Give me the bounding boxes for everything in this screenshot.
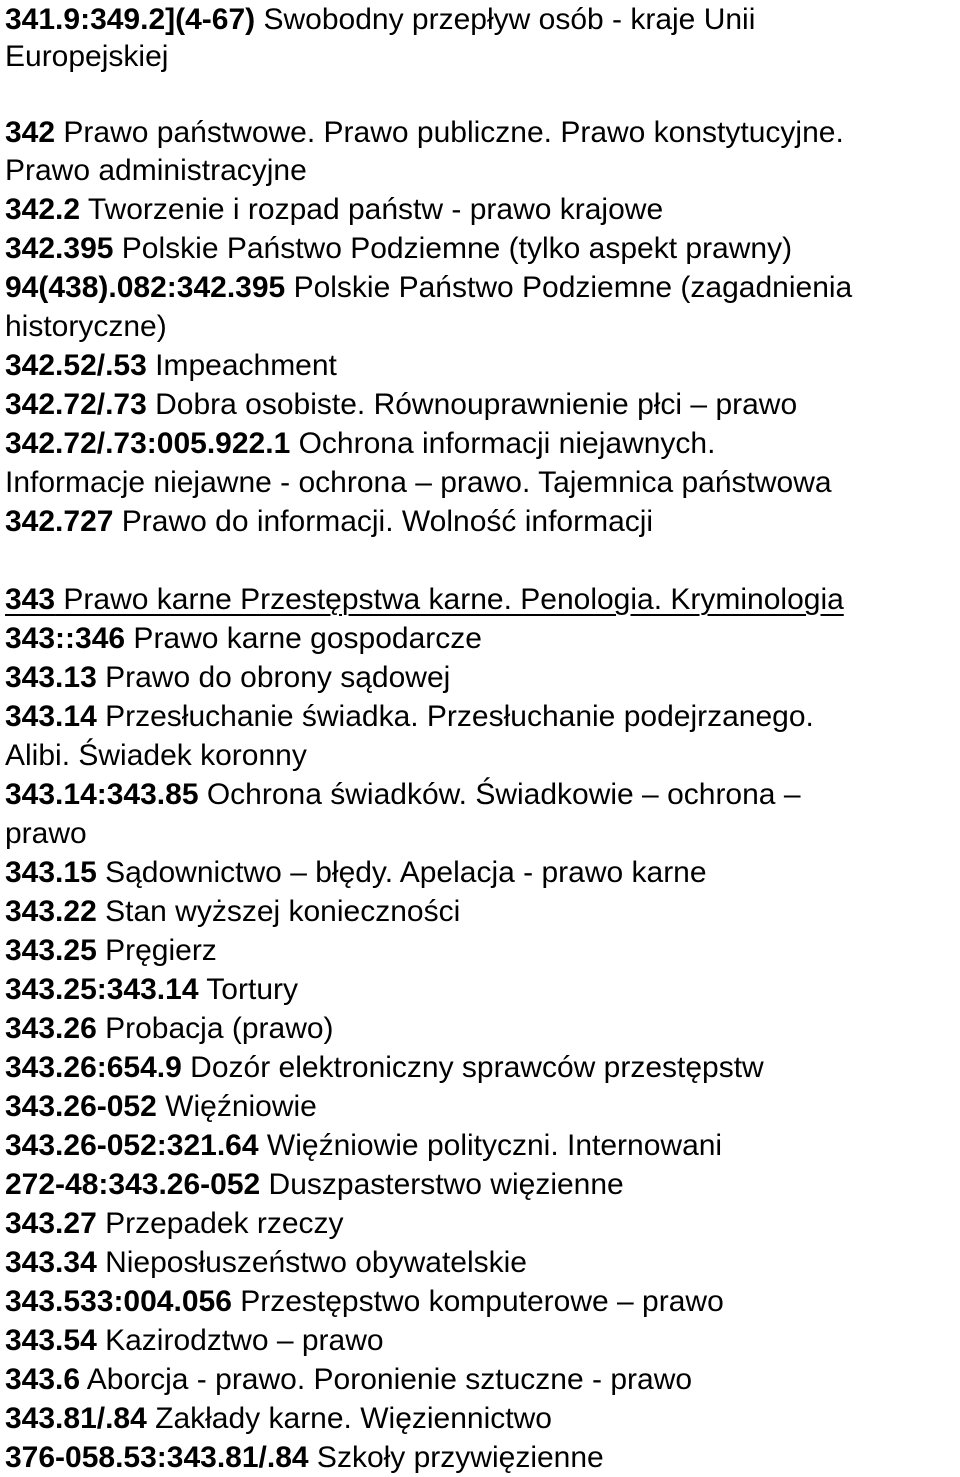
entry-line bbox=[5, 736, 307, 775]
entry-text: Kazirodztwo – prawo bbox=[96, 1324, 384, 1357]
entry-code: 343.25 bbox=[5, 934, 97, 967]
entry-line bbox=[5, 0, 755, 39]
entry-code: 94(438).082:342.395 bbox=[5, 271, 286, 304]
entry-code: 343.26-052 bbox=[5, 1090, 157, 1123]
entry-text: Europejskiej bbox=[5, 40, 169, 73]
entry-code: 342.72/.73 bbox=[5, 388, 147, 421]
entry-code: 343.533:004.056 bbox=[5, 1285, 232, 1318]
entry-code: 342.727 bbox=[5, 505, 114, 538]
entry-line bbox=[5, 1048, 764, 1087]
entry-text: Informacje niejawne - ochrona – prawo. Tajemnica państwowa bbox=[5, 466, 832, 499]
entry-code: 343.14 bbox=[5, 700, 97, 733]
entry-code: 343.15 bbox=[5, 856, 97, 889]
entry-text: Sądownictwo – błędy. Apelacja - prawo karne bbox=[96, 856, 707, 889]
entry-code: 343.26:654.9 bbox=[5, 1051, 182, 1084]
entry-text: Pręgierz bbox=[96, 934, 217, 967]
entry-text: Polskie Państwo Podziemne (tylko aspekt prawny) bbox=[113, 232, 793, 265]
entry-code: 343.26-052:321.64 bbox=[5, 1129, 259, 1162]
entry-text: Dobra osobiste. Równouprawnienie płci – prawo bbox=[146, 388, 798, 421]
entry-code: 343 bbox=[5, 583, 56, 616]
entry-text: Prawo do informacji. Wolność informacji bbox=[113, 505, 654, 538]
entry-line bbox=[5, 814, 87, 853]
entry-text: Duszpasterstwo więzienne bbox=[260, 1168, 624, 1201]
entry-line bbox=[5, 1243, 527, 1282]
entry-text: Przepadek rzeczy bbox=[96, 1207, 344, 1240]
entry-code: 343::346 bbox=[5, 622, 126, 655]
entry-text: Alibi. Świadek koronny bbox=[5, 739, 307, 772]
entry-line bbox=[5, 1399, 552, 1438]
entry-text: Stan wyższej konieczności bbox=[96, 895, 461, 928]
entry-text: Aborcja - prawo. Poronienie sztuczne - prawo bbox=[80, 1363, 693, 1396]
entry-code: 342.395 bbox=[5, 232, 114, 265]
entry-line bbox=[5, 892, 460, 931]
entry-text: historyczne) bbox=[5, 310, 167, 343]
entry-text: Przestępstwo komputerowe – prawo bbox=[231, 1285, 724, 1318]
entry-text: Impeachment bbox=[146, 349, 337, 382]
entry-text: Prawo administracyjne bbox=[5, 154, 307, 187]
entry-text: Tworzenie i rozpad państw - prawo krajowe bbox=[80, 193, 664, 226]
entry-text: Prawo karne Przestępstwa karne. Penologia. Kryminologia bbox=[55, 583, 844, 616]
entry-text: prawo bbox=[5, 817, 87, 850]
entry-text: Prawo do obrony sądowej bbox=[96, 661, 451, 694]
entry-code: 341.9:349.2](4-67) bbox=[5, 3, 256, 36]
entry-text: Ochrona świadków. Świadkowie – ochrona – bbox=[198, 778, 801, 811]
entry-line bbox=[5, 1204, 344, 1243]
entry-code: 376-058.53:343.81/.84 bbox=[5, 1441, 309, 1474]
entry-code: 342.72/.73:005.922.1 bbox=[5, 427, 291, 460]
entry-line bbox=[5, 268, 852, 307]
entry-code: 343.6 bbox=[5, 1363, 81, 1396]
entry-code: 343.22 bbox=[5, 895, 97, 928]
entry-line bbox=[5, 385, 797, 424]
entry-text: Szkoły przywięzienne bbox=[308, 1441, 604, 1474]
entry-line bbox=[5, 424, 715, 463]
entry-line bbox=[5, 697, 814, 736]
entry-code: 343.13 bbox=[5, 661, 97, 694]
entry-line bbox=[5, 1321, 384, 1360]
entry-line bbox=[5, 229, 792, 268]
entry-line bbox=[5, 346, 337, 385]
entry-line bbox=[5, 463, 832, 502]
entry-code: 343.25:343.14 bbox=[5, 973, 199, 1006]
entry-text: Swobodny przepływ osób - kraje Unii bbox=[255, 3, 756, 36]
entry-line bbox=[5, 37, 168, 76]
entry-line bbox=[5, 853, 707, 892]
entry-code: 343.26 bbox=[5, 1012, 97, 1045]
entry-line bbox=[5, 1438, 604, 1477]
entry-line bbox=[5, 502, 653, 541]
entry-code: 342 bbox=[5, 116, 56, 149]
entry-line bbox=[5, 1087, 317, 1126]
entry-line bbox=[5, 658, 450, 697]
entry-code: 272-48:343.26-052 bbox=[5, 1168, 261, 1201]
entry-text: Probacja (prawo) bbox=[96, 1012, 334, 1045]
entry-text: Nieposłuszeństwo obywatelskie bbox=[96, 1246, 527, 1279]
entry-line bbox=[5, 970, 298, 1009]
entry-text: Ochrona informacji niejawnych. bbox=[290, 427, 716, 460]
entry-text: Prawo karne gospodarcze bbox=[125, 622, 482, 655]
section-heading-343 bbox=[5, 580, 844, 619]
entry-code: 342.2 bbox=[5, 193, 81, 226]
entry-line bbox=[5, 151, 307, 190]
entry-code: 343.54 bbox=[5, 1324, 97, 1357]
entry-line bbox=[5, 1165, 624, 1204]
section-heading-342 bbox=[5, 113, 844, 152]
entry-text: Prawo państwowe. Prawo publiczne. Prawo konstytucyjne. bbox=[55, 116, 844, 149]
entry-line bbox=[5, 190, 663, 229]
entry-text: Więźniowie bbox=[156, 1090, 317, 1123]
entry-line bbox=[5, 931, 217, 970]
entry-line bbox=[5, 619, 482, 658]
entry-line bbox=[5, 307, 167, 346]
entry-line bbox=[5, 1126, 722, 1165]
entry-code: 343.81/.84 bbox=[5, 1402, 147, 1435]
entry-text: Więźniowie polityczni. Internowani bbox=[258, 1129, 723, 1162]
entry-text: Tortury bbox=[198, 973, 298, 1006]
entry-text: Przesłuchanie świadka. Przesłuchanie podejrzanego. bbox=[96, 700, 814, 733]
entry-line bbox=[5, 1282, 724, 1321]
entry-code: 343.14:343.85 bbox=[5, 778, 199, 811]
entry-code: 343.27 bbox=[5, 1207, 97, 1240]
entry-code: 342.52/.53 bbox=[5, 349, 147, 382]
entry-line bbox=[5, 1360, 692, 1399]
entry-text: Dozór elektroniczny sprawców przestępstw bbox=[181, 1051, 764, 1084]
entry-line bbox=[5, 775, 801, 814]
entry-line bbox=[5, 1009, 334, 1048]
entry-text: Polskie Państwo Podziemne (zagadnienia bbox=[285, 271, 853, 304]
entry-code: 343.34 bbox=[5, 1246, 97, 1279]
entry-text: Zakłady karne. Więziennictwo bbox=[146, 1402, 552, 1435]
